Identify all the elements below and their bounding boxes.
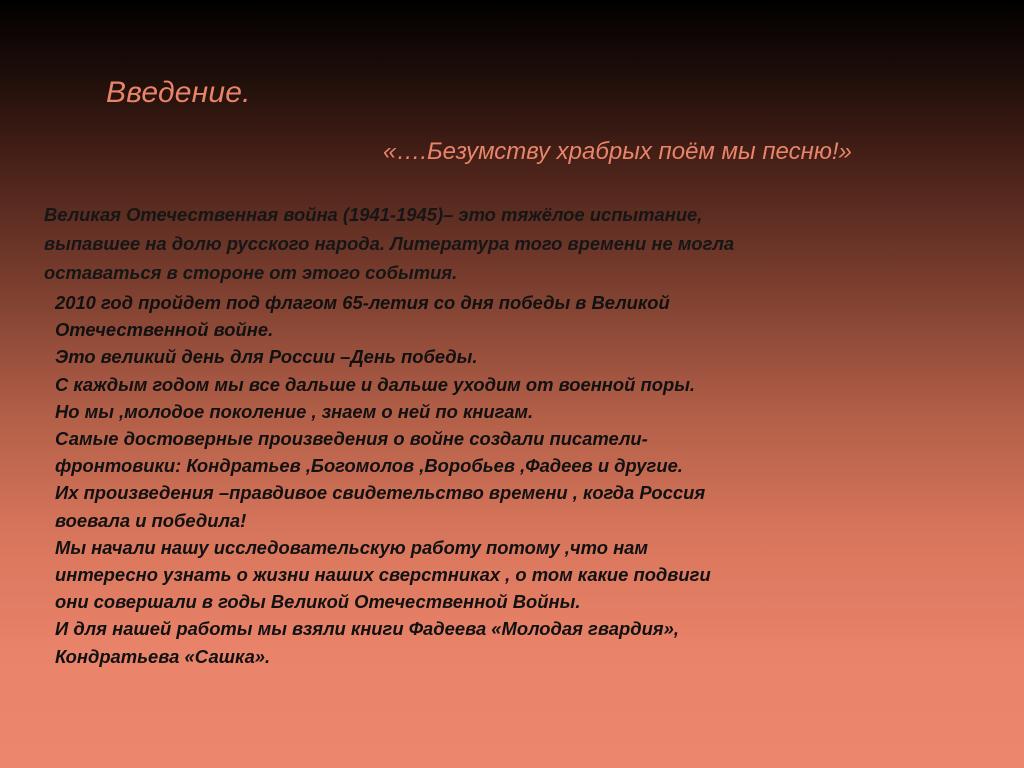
body-line: Самые достоверные произведения о войне создали писатели- [55,428,648,450]
slide-title: Введение. [106,76,251,109]
body-line: Но мы ,молодое поколение , знаем о ней по книгам. [55,400,534,422]
body-line: С каждым годом мы все дальше и дальше уходим от военной поры. [55,373,696,395]
epigraph: «….Безумству храбрых поём мы песню!» [383,138,852,165]
body-line: они совершали в годы Великой Отечественной Войны. [55,591,581,613]
body-line: интересно узнать о жизни наших сверстниках , о том какие подвиги [55,564,711,586]
intro-line: Великая Отечественная война (1941-1945)– это тяжёлое испытание, [44,204,703,225]
body-line: 2010 год пройдет под флагом 65-летия со дня победы в Великой [55,292,670,313]
body-line: фронтовики: Кондратьев ,Богомолов ,Воробьев ,Фадеев и другие. [55,455,683,477]
body-line: Их произведения –правдивое свидетельство времени , когда Россия [55,482,706,504]
body-line: Кондратьева «Сашка». [55,645,271,667]
intro-line: оставаться в стороне от этого события. [44,262,458,283]
body-line: Это великий день для России –День победы. [55,346,478,368]
intro-line: выпавшее на долю русского народа. Литература того времени не могла [44,233,735,254]
body-line: Отечественной войне. [55,319,274,341]
body-line: воевала и победила! [55,509,247,531]
body-line: И для нашей работы мы взяли книги Фадеева «Молодая гвардия», [55,618,679,640]
intro-paragraph [44,200,944,287]
body-text [55,289,955,670]
body-line: Мы начали нашу исследовательскую работу потому ,что нам [55,536,649,558]
